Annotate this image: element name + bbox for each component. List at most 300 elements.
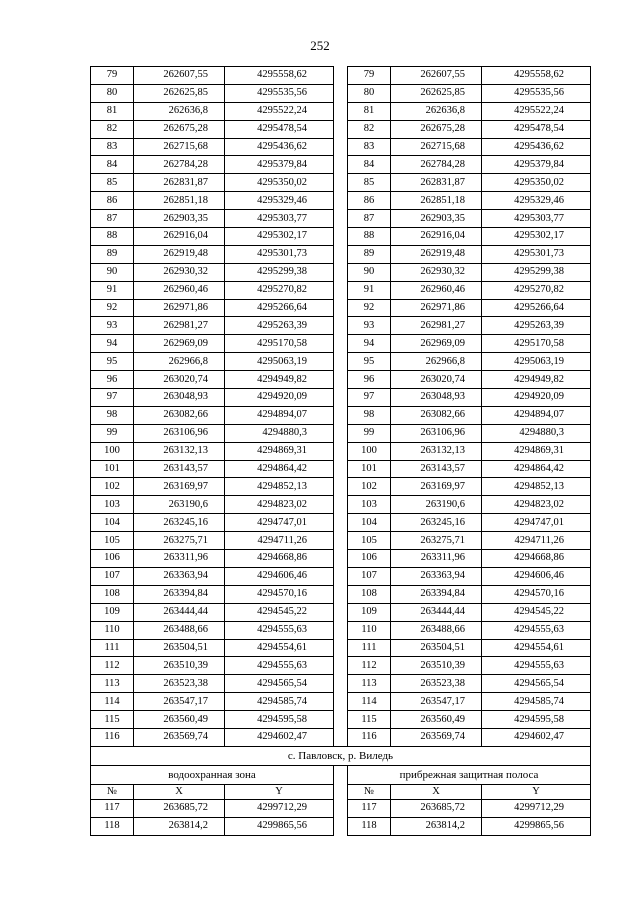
page-number: 252 (310, 38, 330, 53)
table-row (91, 281, 591, 299)
left-point-number: 109 (91, 603, 134, 621)
right-y-coordinate: 4294554,61 (482, 639, 591, 657)
right-x-coordinate: 263394,84 (391, 585, 482, 603)
left-point-number: 80 (91, 84, 134, 102)
left-y-coordinate: 4295299,38 (225, 263, 334, 281)
column-gap (334, 657, 348, 675)
right-y-coordinate: 4295301,73 (482, 245, 591, 263)
left-header-y: Y (225, 784, 334, 799)
right-y-coordinate: 4295302,17 (482, 228, 591, 246)
table-row (91, 353, 591, 371)
left-point-number: 117 (91, 799, 134, 817)
right-y-coordinate: 4295436,62 (482, 138, 591, 156)
left-y-coordinate: 4294894,07 (225, 406, 334, 424)
right-header-num: № (348, 784, 391, 799)
left-x-coordinate: 263394,84 (134, 585, 225, 603)
left-x-coordinate: 262969,09 (134, 335, 225, 353)
table-row (91, 299, 591, 317)
right-y-coordinate: 4294565,54 (482, 675, 591, 693)
left-y-coordinate: 4294920,09 (225, 389, 334, 407)
left-x-coordinate: 263048,93 (134, 389, 225, 407)
left-x-coordinate: 263560,49 (134, 711, 225, 729)
left-x-coordinate: 263311,96 (134, 550, 225, 568)
left-x-coordinate: 263814,2 (134, 817, 225, 835)
right-point-number: 116 (348, 728, 391, 746)
column-gap (334, 192, 348, 210)
left-y-coordinate: 4295270,82 (225, 281, 334, 299)
left-x-coordinate: 262784,28 (134, 156, 225, 174)
left-point-number: 86 (91, 192, 134, 210)
right-x-coordinate: 263510,39 (391, 657, 482, 675)
right-point-number: 93 (348, 317, 391, 335)
table-row (91, 514, 591, 532)
left-x-coordinate: 263143,57 (134, 460, 225, 478)
right-point-number: 92 (348, 299, 391, 317)
table-row (91, 424, 591, 442)
left-x-coordinate: 263547,17 (134, 693, 225, 711)
left-y-coordinate: 4294585,74 (225, 693, 334, 711)
right-y-coordinate: 4295522,24 (482, 102, 591, 120)
right-x-coordinate: 263523,38 (391, 675, 482, 693)
column-gap (334, 263, 348, 281)
column-gap (334, 138, 348, 156)
left-y-coordinate: 4299865,56 (225, 817, 334, 835)
right-x-coordinate: 262981,27 (391, 317, 482, 335)
table-row (91, 621, 591, 639)
right-x-coordinate: 263190,6 (391, 496, 482, 514)
right-x-coordinate: 263132,13 (391, 442, 482, 460)
left-y-coordinate: 4295170,58 (225, 335, 334, 353)
left-x-coordinate: 263523,38 (134, 675, 225, 693)
column-gap (334, 639, 348, 657)
right-point-number: 95 (348, 353, 391, 371)
right-x-coordinate: 263275,71 (391, 532, 482, 550)
left-y-coordinate: 4295329,46 (225, 192, 334, 210)
right-point-number: 101 (348, 460, 391, 478)
left-y-coordinate: 4295266,64 (225, 299, 334, 317)
table-row (91, 567, 591, 585)
table-row (91, 102, 591, 120)
left-point-number: 102 (91, 478, 134, 496)
left-x-coordinate: 262607,55 (134, 67, 225, 85)
left-point-number: 107 (91, 567, 134, 585)
right-x-coordinate: 262625,85 (391, 84, 482, 102)
table-row (91, 711, 591, 729)
column-gap (334, 784, 348, 799)
table-row (91, 693, 591, 711)
left-x-coordinate: 263488,66 (134, 621, 225, 639)
table-row (91, 84, 591, 102)
right-y-coordinate: 4295329,46 (482, 192, 591, 210)
left-y-coordinate: 4295379,84 (225, 156, 334, 174)
right-x-coordinate: 263169,97 (391, 478, 482, 496)
left-x-coordinate: 262675,28 (134, 120, 225, 138)
left-x-coordinate: 262971,86 (134, 299, 225, 317)
table-row (91, 67, 591, 85)
table-row (91, 174, 591, 192)
right-y-coordinate: 4295379,84 (482, 156, 591, 174)
left-point-number: 95 (91, 353, 134, 371)
left-point-number: 88 (91, 228, 134, 246)
right-y-coordinate: 4294880,3 (482, 424, 591, 442)
left-x-coordinate: 262851,18 (134, 192, 225, 210)
right-point-number: 104 (348, 514, 391, 532)
right-point-number: 88 (348, 228, 391, 246)
right-x-coordinate: 263311,96 (391, 550, 482, 568)
right-point-number: 81 (348, 102, 391, 120)
left-point-number: 84 (91, 156, 134, 174)
table-row (91, 799, 591, 817)
column-gap (334, 693, 348, 711)
left-y-coordinate: 4294570,16 (225, 585, 334, 603)
table-row (91, 263, 591, 281)
zone-label-row (91, 765, 591, 784)
left-point-number: 92 (91, 299, 134, 317)
right-y-coordinate: 4295535,56 (482, 84, 591, 102)
left-y-coordinate: 4294545,22 (225, 603, 334, 621)
right-x-coordinate: 262969,09 (391, 335, 482, 353)
left-point-number: 93 (91, 317, 134, 335)
left-y-coordinate: 4295302,17 (225, 228, 334, 246)
table-row (91, 210, 591, 228)
right-x-coordinate: 263569,74 (391, 728, 482, 746)
right-x-coordinate: 262971,86 (391, 299, 482, 317)
right-point-number: 86 (348, 192, 391, 210)
column-gap (334, 406, 348, 424)
table-row (91, 120, 591, 138)
right-point-number: 80 (348, 84, 391, 102)
table-row (91, 335, 591, 353)
column-gap (334, 228, 348, 246)
left-point-number: 97 (91, 389, 134, 407)
right-y-coordinate: 4294545,22 (482, 603, 591, 621)
left-y-coordinate: 4294747,01 (225, 514, 334, 532)
right-x-coordinate: 263685,72 (391, 799, 482, 817)
left-x-coordinate: 263190,6 (134, 496, 225, 514)
right-y-coordinate: 4294595,58 (482, 711, 591, 729)
column-gap (334, 84, 348, 102)
left-y-coordinate: 4294555,63 (225, 657, 334, 675)
column-gap (334, 621, 348, 639)
table-row (91, 389, 591, 407)
column-gap (334, 120, 348, 138)
right-point-number: 102 (348, 478, 391, 496)
right-point-number: 113 (348, 675, 391, 693)
right-point-number: 82 (348, 120, 391, 138)
column-gap (334, 442, 348, 460)
left-x-coordinate: 262916,04 (134, 228, 225, 246)
left-point-number: 111 (91, 639, 134, 657)
right-y-coordinate: 4295063,19 (482, 353, 591, 371)
left-x-coordinate: 263510,39 (134, 657, 225, 675)
coordinates-table (90, 66, 591, 836)
right-y-coordinate: 4294602,47 (482, 728, 591, 746)
right-point-number: 79 (348, 67, 391, 85)
left-y-coordinate: 4294949,82 (225, 371, 334, 389)
right-y-coordinate: 4299865,56 (482, 817, 591, 835)
right-y-coordinate: 4294852,13 (482, 478, 591, 496)
right-x-coordinate: 263488,66 (391, 621, 482, 639)
column-gap (334, 585, 348, 603)
section-title: с. Павловск, р. Виледь (91, 746, 591, 765)
left-x-coordinate: 263363,94 (134, 567, 225, 585)
left-point-number: 100 (91, 442, 134, 460)
left-header-x: X (134, 784, 225, 799)
column-gap (334, 102, 348, 120)
left-y-coordinate: 4295301,73 (225, 245, 334, 263)
right-x-coordinate: 262851,18 (391, 192, 482, 210)
table-row (91, 245, 591, 263)
right-point-number: 99 (348, 424, 391, 442)
left-x-coordinate: 263020,74 (134, 371, 225, 389)
left-point-number: 101 (91, 460, 134, 478)
left-header-num: № (91, 784, 134, 799)
table-row (91, 817, 591, 835)
left-zone-label: водоохранная зона (91, 765, 334, 784)
left-y-coordinate: 4294864,42 (225, 460, 334, 478)
table-row (91, 496, 591, 514)
left-x-coordinate: 262831,87 (134, 174, 225, 192)
coordinates-top-rows (91, 67, 591, 747)
right-x-coordinate: 262636,8 (391, 102, 482, 120)
right-point-number: 84 (348, 156, 391, 174)
right-x-coordinate: 263363,94 (391, 567, 482, 585)
left-x-coordinate: 262625,85 (134, 84, 225, 102)
right-x-coordinate: 263560,49 (391, 711, 482, 729)
right-y-coordinate: 4294747,01 (482, 514, 591, 532)
left-point-number: 108 (91, 585, 134, 603)
right-y-coordinate: 4299712,29 (482, 799, 591, 817)
left-y-coordinate: 4295063,19 (225, 353, 334, 371)
left-y-coordinate: 4294869,31 (225, 442, 334, 460)
table-row (91, 585, 591, 603)
right-point-number: 91 (348, 281, 391, 299)
left-point-number: 110 (91, 621, 134, 639)
left-point-number: 90 (91, 263, 134, 281)
table-row (91, 156, 591, 174)
right-y-coordinate: 4294585,74 (482, 693, 591, 711)
column-gap (334, 210, 348, 228)
left-point-number: 83 (91, 138, 134, 156)
right-y-coordinate: 4294555,63 (482, 621, 591, 639)
right-point-number: 106 (348, 550, 391, 568)
right-x-coordinate: 262715,68 (391, 138, 482, 156)
right-x-coordinate: 262916,04 (391, 228, 482, 246)
right-y-coordinate: 4295303,77 (482, 210, 591, 228)
column-gap (334, 496, 348, 514)
right-y-coordinate: 4294555,63 (482, 657, 591, 675)
left-point-number: 103 (91, 496, 134, 514)
left-x-coordinate: 263245,16 (134, 514, 225, 532)
left-y-coordinate: 4294823,02 (225, 496, 334, 514)
table-row (91, 228, 591, 246)
left-point-number: 96 (91, 371, 134, 389)
right-x-coordinate: 263143,57 (391, 460, 482, 478)
table-row (91, 550, 591, 568)
column-gap (334, 317, 348, 335)
left-x-coordinate: 262903,35 (134, 210, 225, 228)
right-y-coordinate: 4294920,09 (482, 389, 591, 407)
right-x-coordinate: 262831,87 (391, 174, 482, 192)
column-gap (334, 675, 348, 693)
left-x-coordinate: 262960,46 (134, 281, 225, 299)
column-gap (334, 711, 348, 729)
right-point-number: 98 (348, 406, 391, 424)
left-y-coordinate: 4294595,58 (225, 711, 334, 729)
table-row (91, 317, 591, 335)
left-x-coordinate: 262919,48 (134, 245, 225, 263)
column-gap (334, 371, 348, 389)
table-row (91, 406, 591, 424)
table-row (91, 478, 591, 496)
right-point-number: 89 (348, 245, 391, 263)
left-y-coordinate: 4294711,26 (225, 532, 334, 550)
right-point-number: 94 (348, 335, 391, 353)
column-gap (334, 67, 348, 85)
left-x-coordinate: 263106,96 (134, 424, 225, 442)
left-x-coordinate: 262636,8 (134, 102, 225, 120)
left-point-number: 85 (91, 174, 134, 192)
left-x-coordinate: 262715,68 (134, 138, 225, 156)
left-y-coordinate: 4299712,29 (225, 799, 334, 817)
right-x-coordinate: 263048,93 (391, 389, 482, 407)
right-x-coordinate: 263444,44 (391, 603, 482, 621)
table-row (91, 675, 591, 693)
left-point-number: 98 (91, 406, 134, 424)
left-point-number: 104 (91, 514, 134, 532)
left-y-coordinate: 4294555,63 (225, 621, 334, 639)
right-x-coordinate: 262675,28 (391, 120, 482, 138)
left-y-coordinate: 4295535,56 (225, 84, 334, 102)
left-x-coordinate: 262966,8 (134, 353, 225, 371)
right-y-coordinate: 4295263,39 (482, 317, 591, 335)
left-point-number: 81 (91, 102, 134, 120)
column-gap (334, 353, 348, 371)
coordinates-bottom-rows (91, 799, 591, 835)
right-header-y: Y (482, 784, 591, 799)
column-gap (334, 460, 348, 478)
right-y-coordinate: 4295558,62 (482, 67, 591, 85)
left-y-coordinate: 4295558,62 (225, 67, 334, 85)
right-y-coordinate: 4295478,54 (482, 120, 591, 138)
right-point-number: 90 (348, 263, 391, 281)
left-point-number: 113 (91, 675, 134, 693)
left-point-number: 112 (91, 657, 134, 675)
right-point-number: 111 (348, 639, 391, 657)
section-title-row (91, 746, 591, 765)
table-row (91, 603, 591, 621)
column-header-row (91, 784, 591, 799)
table-row (91, 639, 591, 657)
right-y-coordinate: 4294864,42 (482, 460, 591, 478)
right-point-number: 103 (348, 496, 391, 514)
right-x-coordinate: 263020,74 (391, 371, 482, 389)
column-gap (334, 156, 348, 174)
column-gap (334, 817, 348, 835)
left-point-number: 91 (91, 281, 134, 299)
column-gap (334, 567, 348, 585)
left-y-coordinate: 4294602,47 (225, 728, 334, 746)
right-x-coordinate: 263082,66 (391, 406, 482, 424)
column-gap (334, 174, 348, 192)
left-y-coordinate: 4294668,86 (225, 550, 334, 568)
left-point-number: 114 (91, 693, 134, 711)
right-x-coordinate: 262784,28 (391, 156, 482, 174)
table-row (91, 728, 591, 746)
column-gap (334, 245, 348, 263)
right-point-number: 108 (348, 585, 391, 603)
left-point-number: 118 (91, 817, 134, 835)
left-point-number: 105 (91, 532, 134, 550)
left-y-coordinate: 4294565,54 (225, 675, 334, 693)
right-point-number: 112 (348, 657, 391, 675)
left-y-coordinate: 4295522,24 (225, 102, 334, 120)
left-y-coordinate: 4295478,54 (225, 120, 334, 138)
left-y-coordinate: 4295303,77 (225, 210, 334, 228)
left-x-coordinate: 263569,74 (134, 728, 225, 746)
left-point-number: 82 (91, 120, 134, 138)
column-gap (334, 389, 348, 407)
right-x-coordinate: 263106,96 (391, 424, 482, 442)
left-point-number: 116 (91, 728, 134, 746)
left-point-number: 79 (91, 67, 134, 85)
left-x-coordinate: 263082,66 (134, 406, 225, 424)
right-y-coordinate: 4295170,58 (482, 335, 591, 353)
left-x-coordinate: 263444,44 (134, 603, 225, 621)
left-point-number: 87 (91, 210, 134, 228)
column-gap (334, 335, 348, 353)
right-point-number: 114 (348, 693, 391, 711)
right-y-coordinate: 4294606,46 (482, 567, 591, 585)
right-y-coordinate: 4294570,16 (482, 585, 591, 603)
left-x-coordinate: 262930,32 (134, 263, 225, 281)
right-point-number: 115 (348, 711, 391, 729)
right-point-number: 83 (348, 138, 391, 156)
right-point-number: 105 (348, 532, 391, 550)
right-y-coordinate: 4295299,38 (482, 263, 591, 281)
table-row (91, 442, 591, 460)
right-x-coordinate: 263245,16 (391, 514, 482, 532)
left-x-coordinate: 263275,71 (134, 532, 225, 550)
left-y-coordinate: 4294606,46 (225, 567, 334, 585)
right-header-x: X (391, 784, 482, 799)
right-x-coordinate: 262966,8 (391, 353, 482, 371)
table-row (91, 460, 591, 478)
column-gap (334, 728, 348, 746)
column-gap (334, 299, 348, 317)
right-x-coordinate: 263814,2 (391, 817, 482, 835)
left-x-coordinate: 263169,97 (134, 478, 225, 496)
right-y-coordinate: 4294949,82 (482, 371, 591, 389)
right-x-coordinate: 262919,48 (391, 245, 482, 263)
right-x-coordinate: 263504,51 (391, 639, 482, 657)
right-y-coordinate: 4294711,26 (482, 532, 591, 550)
table-row (91, 138, 591, 156)
column-gap (334, 424, 348, 442)
right-point-number: 96 (348, 371, 391, 389)
left-y-coordinate: 4294554,61 (225, 639, 334, 657)
left-point-number: 94 (91, 335, 134, 353)
right-zone-label: прибрежная защитная полоса (348, 765, 591, 784)
column-gap (334, 514, 348, 532)
right-point-number: 100 (348, 442, 391, 460)
left-x-coordinate: 263504,51 (134, 639, 225, 657)
column-gap (334, 799, 348, 817)
left-y-coordinate: 4295263,39 (225, 317, 334, 335)
left-y-coordinate: 4295436,62 (225, 138, 334, 156)
column-gap (334, 478, 348, 496)
table-row (91, 657, 591, 675)
